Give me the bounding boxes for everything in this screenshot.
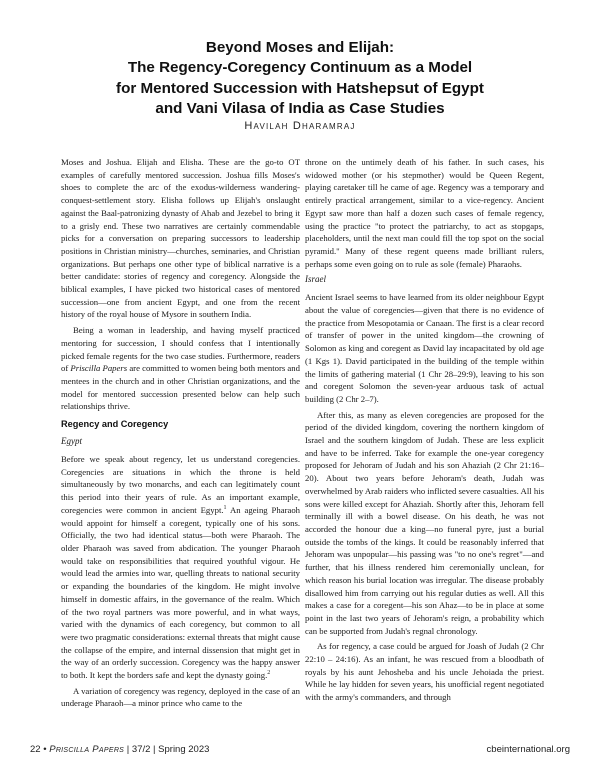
subsection-heading: Egypt: [61, 436, 82, 447]
footer-separator: |: [126, 744, 130, 755]
paragraph: As for regency, a case could be argued for Joash of Judah (2 Chr 22:10 – 24:16). As an infant, he was rescued from a bloodbath of royals by his aunt Jehosheba and his uncle Jehoiada the priest. While he lay hidden for seven years, his unofficial regent negotiated with the army's commanders, and through: [305, 641, 544, 703]
right-column: [305, 156, 544, 708]
left-column: [61, 156, 300, 714]
footnote-marker[interactable]: 1: [223, 504, 227, 511]
article-title-line-3: for Mentored Succession with Hatshepsut of Egypt: [116, 79, 484, 97]
journal-title: Priscilla Papers: [49, 744, 125, 755]
issue-season: Spring 2023: [158, 744, 210, 755]
journal-name: Priscilla Papers: [70, 363, 128, 374]
footer-citation: [30, 744, 209, 755]
footer-separator: |: [153, 744, 156, 755]
article-title-line-1: Beyond Moses and Elijah:: [205, 39, 395, 56]
paragraph: Before we speak about regency, let us understand coregencies. Coregencies are situations in which the throne is held simultaneously by two monarchs, and each can legitimately count this period into their years of rule. As an important example, coregencies were common in ancient Egypt.$^1$ An ageing Pharaoh would appoint for himself a coregent, typically one of his sons. Officially, the two had identical status—both were Pharaoh. The older Pharaoh was saved from abdication. The younger Pharaoh would take on responsibilities that required youthful vigour. He would lead the armies into war, quelling threats to national security or expanding the boundaries of the kingdom. He might involve himself in domestic affairs, in the governance of the realm. Which of the two royal partners was more powerful, and in what ways, varied with the dynamics of each coregency, but common to all were two pragmatic considerations: external threats that might cause the collapse of the empire, and internal dissension that might get in the way of an orderly succession. Coregency was the happy answer to both. It kept the borders safe and kept the dynasty going.$^2$: [61, 454, 301, 681]
subsection-heading: Israel: [305, 274, 326, 285]
page-number: 22: [30, 744, 41, 755]
footer-bullet: •: [43, 744, 47, 755]
website-link[interactable]: cbeinternational.org: [486, 744, 570, 755]
article-title-line-4: and Vani Vilasa of India as Case Studies: [155, 100, 445, 118]
section-heading: Regency and Coregency: [61, 419, 169, 430]
paragraph: Being a woman in leadership, and having myself practiced mentoring for succession, I should confess that I intentionally picked female regents for the two case studies. Furthermore, readers of Priscilla Papers are committed to women being both mentors and mentees in the church and in other Christian organizations, and the model for mentored succession presented below can help such relationships thrive.: [61, 325, 300, 412]
paragraph: Moses and Joshua. Elijah and Elisha. These are the go-to OT examples of carefully mentored succession. Joshua fills Moses's shoes to complete the arc of the exodus-wilderness wandering-conquest-settlement story. Elisha follows up Elijah's onslaught against the Baal-patronizing dynasty of Ahab and Jezebel to bring it to a grisly end. These two narratives are certainly commendable picks for a conversation on preparing successors to leadership positions in Christian ministry—churches, seminaries, and Christian organizations. But perhaps one other type of biblical narrative is a better candidate: stories of regency and coregency. Alongside the biblical examples, I have picked two historical cases of mentored succession—one from ancient Egypt, and one from the recent history of the royal house of Mysore in southern India.: [61, 157, 300, 320]
article-title-line-2: The Regency-Coregency Continuum as a Model: [127, 59, 473, 77]
footnote-marker[interactable]: 2: [267, 670, 271, 677]
paragraph: Ancient Israel seems to have learned from its older neighbour Egypt about the value of coregencies—given that there is no evidence of the practice from Mesopotamia or Canaan. The first is a clear record of transfer of power in the united kingdom—the crowning of Solomon as king and coregent as David lay incapacitated by old age (1 Kgs 1). David participated in the building of the temple within the limits of gathering material (1 Chr 28–29:9), leaving to his son and coregent Solomon the seven-year arduous task of actual building (2 Chr 2–7).: [305, 292, 544, 404]
paragraph: After this, as many as eleven coregencies are proposed for the period of the divided kingdom, covering the northern kingdom of Israel and the southern kingdom of Judah. These are less explicit and have to be inferred. Take for example the one-year coregency proposed for Jehoram of Judah and his son Ahaziah (2 Chr 21:16–20). About two years before Jehoram's death, Judah was overwhelmed by Arab raiders who inflicted severe casualties. All his sons were killed except for Ahaziah. Shortly after this, Jehoram fell terminally ill with a bowel disease. On his death, he was not accorded the honour due a king—no funeral pyre, just a burial outside the tombs of the kings. It could be reasonably inferred that Jehoram was unpopular—his passing was "to no one's regret"—and further, that his illness rendered him ceremonially unclean, for which reason his burial location was irregular. The disease probably disallowed him from carrying out his regular duties as well. All this makes a case for a coregent—his son Ahaz—to be in place at some point in the last two years of Jehoram's reign, a probability which can be supported from Judah's regnal chronology.: [305, 409, 544, 636]
author-name: Havilah Dharamraj: [244, 119, 356, 132]
article-title-block: [0, 38, 600, 133]
paragraph: A variation of coregency was regency, deployed in the case of an underage Pharaoh—a minor prince who came to the: [61, 685, 300, 709]
issue-number: 37/2: [131, 744, 151, 755]
page-footer: [30, 744, 570, 758]
paragraph: throne on the untimely death of his father. In such cases, his widowed mother (or his stepmother) would be Queen Regent, playing caretaker till he came of age. Regency was a temporary and entirely practical arrangement, similar to a vice-regency. Ancient Egypt saw more than half a dozen such cases of female regency, using the practice "to protect the patriarchy, to act as stopgaps, placeholders, until the next man could fill the top spot on the social pyramid." Many of these regent queens made brilliant rulers, perhaps some even going on to rule as sole (female) Pharaohs.: [305, 157, 544, 269]
